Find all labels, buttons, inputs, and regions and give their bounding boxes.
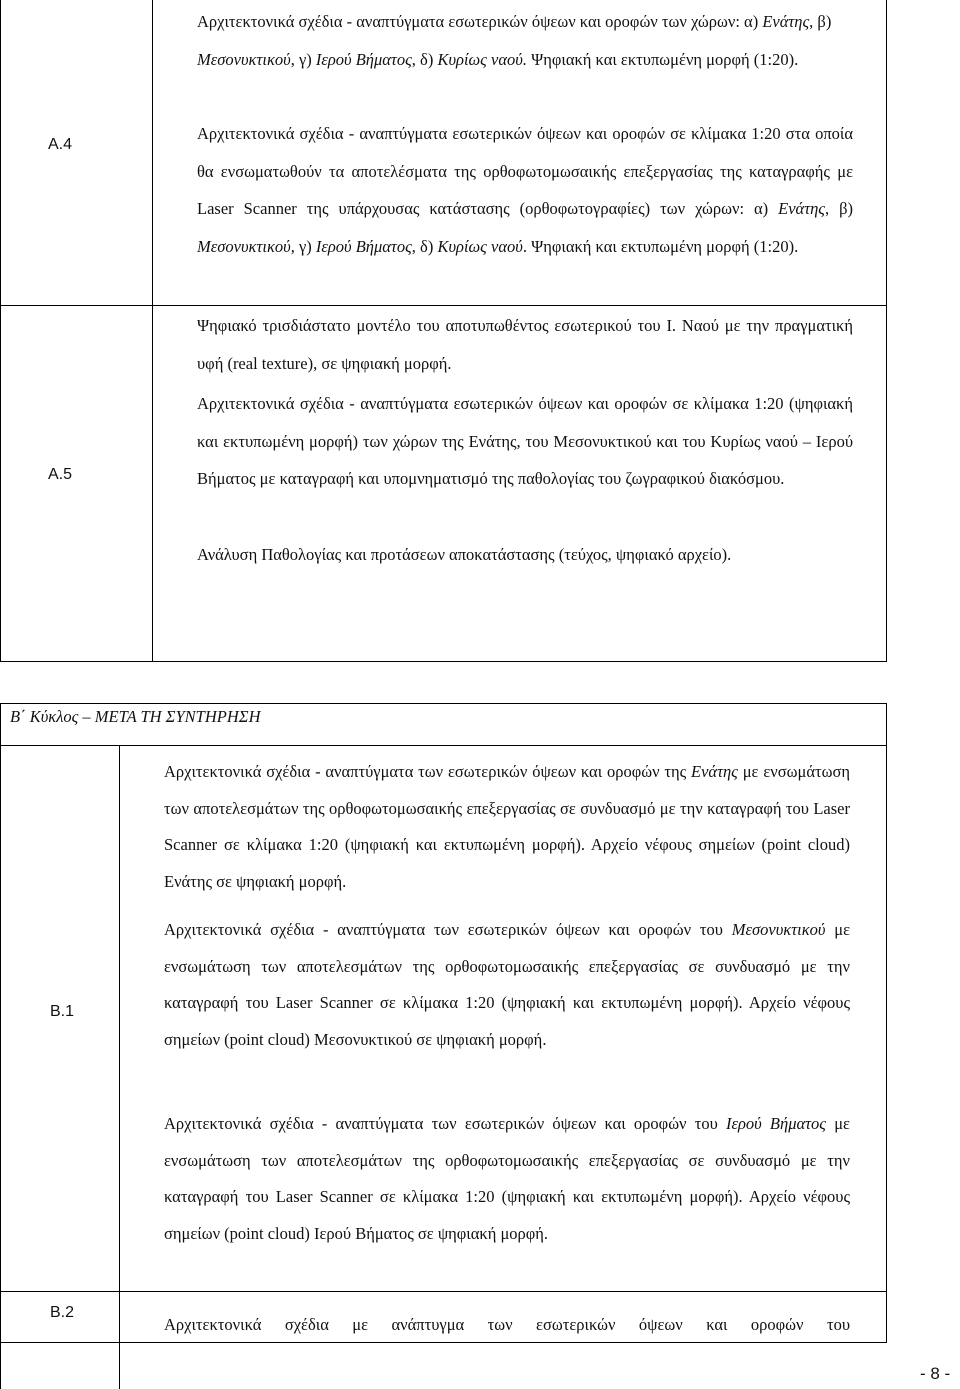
text-run: . Ψηφιακή και εκτυπωμένη μορφή (1:20).: [522, 236, 799, 256]
text-run: Αρχιτεκτονικά σχέδια - αναπτύγματα των εσωτερικών όψεων και οροφών του: [164, 1114, 726, 1133]
emphasis-text: Ιερού Βήματος: [315, 49, 412, 69]
row-paragraph: [197, 536, 853, 574]
row-label: Α.5: [48, 466, 73, 483]
emphasis-text: Κυρίως ναού.: [437, 49, 527, 69]
emphasis-text: Κυρίως ναού: [437, 236, 523, 256]
emphasis-text: Μεσονυκτικού: [197, 236, 291, 256]
text-run: Αρχιτεκτονικά σχέδια - αναπτύγματα εσωτερικών όψεων και οροφών των χώρων: α): [197, 12, 763, 31]
table-b-left-border: [0, 703, 1, 1389]
page-number: - 8 -: [920, 1364, 951, 1383]
emphasis-text: Μεσονυκτικού: [197, 49, 291, 69]
emphasis-text: Μεσονυκτικού: [731, 920, 826, 939]
row-paragraph: [164, 1306, 850, 1344]
text-run: Αρχιτεκτονικά σχέδια - αναπτύγματα των εσωτερικών όψεων και οροφών του: [164, 920, 732, 939]
table-b-row-divider: [0, 1291, 887, 1292]
text-run: , δ): [411, 49, 438, 69]
row-paragraph: [164, 912, 850, 1058]
text-run: , β): [809, 12, 832, 31]
table-a-right-border: [886, 0, 887, 662]
row-label: Β.1: [50, 1003, 75, 1020]
row-paragraph: [164, 1106, 850, 1252]
text-run: με ενσωμάτωση των αποτελεσμάτων της ορθοφωτομωσαικής επεξεργασίας σε συνδυασμό με την καταγραφή του Laser Scanner σε κλίμακα 1:20 (ψηφιακή και εκτυπωμένη μορφή). Αρχείο νέφους σημείων (point cloud) Ιερού Βήματος σε ψηφιακή μορφή.: [164, 1114, 850, 1243]
text-run: με ενσωμάτωση των αποτελεσμάτων της ορθοφωτομωσαικής επεξεργασίας σε συνδυασμό με την καταγραφή του Laser Scanner σε κλίμακα 1:20 (ψηφιακή και εκτυπωμένη μορφή). Αρχείο νέφους σημείων (point cloud) Ενάτης σε ψηφιακή μορφή.: [164, 762, 850, 891]
row-label: Α.4: [48, 136, 73, 153]
emphasis-text: Ιερού Βήματος: [725, 1114, 826, 1133]
table-a-row-divider: [0, 305, 887, 306]
table-b-heading-divider: [0, 745, 887, 746]
text-run: , β): [825, 199, 854, 218]
table-a-column-divider: [152, 0, 153, 662]
text-run: Ψηφιακό τρισδιάστατο μοντέλο του αποτυπωθέντος εσωτερικού του Ι. Ναού με την πραγματική υφή (real texture), σε ψηφιακή μορφή.: [197, 316, 853, 373]
row-label: Β.2: [50, 1304, 75, 1321]
emphasis-text: Ενάτης: [762, 12, 810, 31]
emphasis-text: Ενάτης: [778, 199, 825, 218]
row-paragraph: [197, 307, 853, 382]
table-a-left-border: [0, 0, 1, 662]
text-run: Αρχιτεκτονικά σχέδια με ανάπτυγμα των εσωτερικών όψεων και οροφών του: [164, 1315, 850, 1334]
emphasis-text: Ιερού Βήματος: [315, 236, 412, 256]
text-run: Αρχιτεκτονικά σχέδια - αναπτύγματα εσωτερικών όψεων και οροφών σε κλίμακα 1:20 στα οποία θα ενσωματωθούν τα αποτελέσματα της ορθοφωτομωσαικής επεξεργασίας της καταγραφής με Laser Scanner της υπάρχουσας κατάστασης (ορθοφωτογραφίες) των χώρων: α): [197, 124, 853, 218]
table-a-bottom-border: [0, 661, 887, 662]
text-run: Ανάλυση Παθολογίας και προτάσεων αποκατάστασης (τεύχος, ψηφιακό αρχείο).: [197, 545, 732, 564]
row-paragraph: [197, 3, 853, 78]
text-run: , γ): [290, 49, 316, 69]
text-run: Αρχιτεκτονικά σχέδια - αναπτύγματα εσωτερικών όψεων και οροφών σε κλίμακα 1:20 (ψηφιακή και εκτυπωμένη μορφή) των χώρων της Ενάτης, του Μεσονυκτικού και του Κυρίως ναού – Ιερού Βήματος με καταγραφή και υπομνηματισμό της παθολογίας του ζωγραφικού διακόσμου.: [197, 394, 853, 488]
table-b-right-border: [886, 703, 887, 1343]
text-run: Αρχιτεκτονικά σχέδια - αναπτύγματα των εσωτερικών όψεων και οροφών της: [164, 762, 692, 781]
text-run: , γ): [290, 236, 316, 256]
text-run: , δ): [411, 236, 438, 256]
text-run: Ψηφιακή και εκτυπωμένη μορφή (1:20).: [526, 49, 799, 69]
row-paragraph: [197, 385, 853, 498]
table-b-column-divider: [119, 745, 120, 1389]
emphasis-text: Ενάτης: [691, 762, 738, 781]
row-paragraph: [197, 115, 853, 265]
row-paragraph: [164, 754, 850, 900]
section-heading: Β΄ Κύκλος – ΜΕΤΑ ΤΗ ΣΥΝΤΗΡΗΣΗ: [10, 707, 261, 726]
text-run: με ενσωμάτωση των αποτελεσμάτων της ορθοφωτομωσαικής επεξεργασίας σε συνδυασμό με την καταγραφή του Laser Scanner σε κλίμακα 1:20 (ψηφιακή και εκτυπωμένη μορφή). Αρχείο νέφους σημείων (point cloud) Μεσονυκτικού σε ψηφιακή μορφή.: [164, 920, 850, 1049]
table-b-top-border: [0, 703, 887, 704]
